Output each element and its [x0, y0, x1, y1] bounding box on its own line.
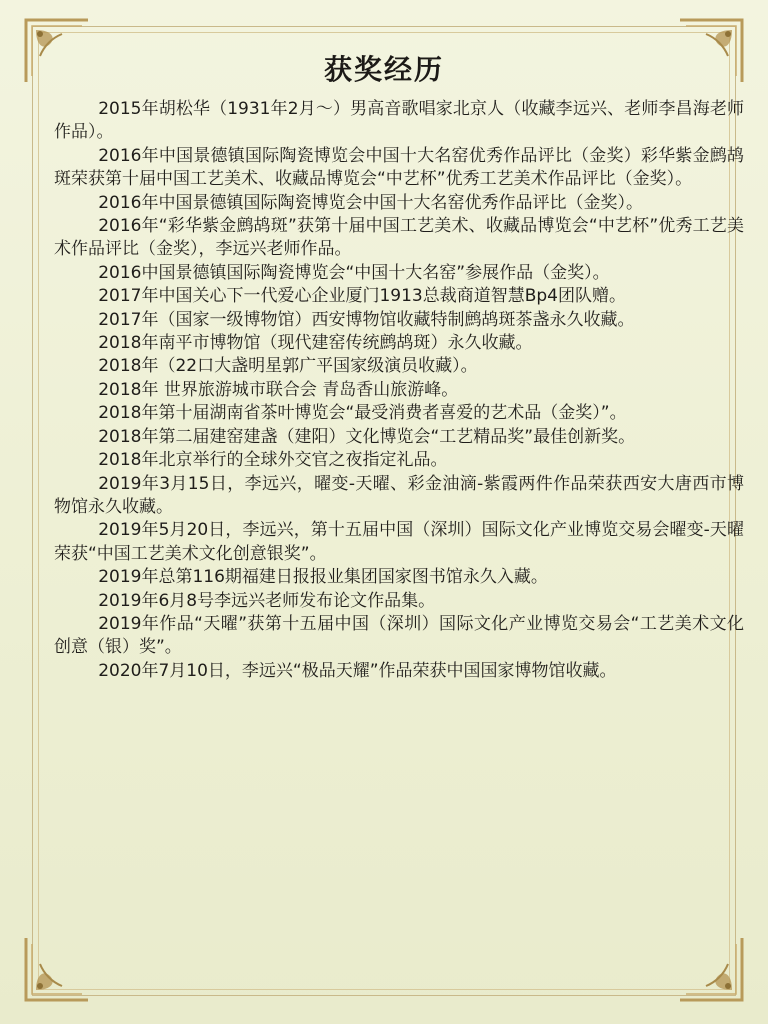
corner-ornament-icon [676, 934, 746, 1004]
award-entry: 2018年第二届建窑建盏（建阳）文化博览会“工艺精品奖”最佳创新奖。 [98, 426, 636, 447]
award-entry: 2020年7月10日，李远兴“极品天耀”作品荣获中国国家博物馆收藏。 [98, 660, 617, 681]
award-entry: 2018年第十届湖南省茶叶博览会“最受消费者喜爱的艺术品（金奖）”。 [98, 403, 627, 424]
award-entry: 2016年中国景德镇国际陶瓷博览会中国十大名窑优秀作品评比（金奖）彩华紫金鹧鸪斑荣获第十届中国工艺美术、收藏品博览会“中艺杯”优秀工艺美术作品评比（金奖）。 [54, 145, 744, 190]
award-entry: 2017年中国关心下一代爱心企业厦门1913总裁商道智慧Bp4团队赠。 [98, 286, 626, 307]
award-entry: 2016年“彩华紫金鹧鸪斑”获第十届中国工艺美术、收藏品博览会“中艺杯”优秀工艺美术作品评比（金奖），李远兴老师作品。 [54, 216, 744, 260]
page-title: 获奖经历 [323, 53, 444, 86]
award-entry: 2018年（22口大盏明星郭广平国家级演员收藏）。 [98, 356, 478, 377]
award-entry: 2019年总第116期福建日报报业集团国家图书馆永久入藏。 [98, 567, 548, 588]
award-entry: 2017年（国家一级博物馆）西安博物馆收藏特制鹧鸪斑茶盏永久收藏。 [98, 309, 635, 330]
award-entry: 2019年3月15日，李远兴，曜变-天曜、彩金油滴-紫霞两件作品荣获西安大唐西市博物馆永久收藏。 [54, 473, 744, 517]
award-entry: 2015年胡松华（1931年2月～）男高音歌唱家北京人（收藏李远兴、老师李昌海老师作品）。 [54, 99, 744, 143]
awards-list [54, 98, 744, 683]
award-entry: 2018年南平市博物馆（现代建窑传统鹧鸪斑）永久收藏。 [98, 333, 533, 354]
award-entry: 2018年北京举行的全球外交官之夜指定礼品。 [98, 450, 448, 471]
award-entry: 2018年 世界旅游城市联合会 青岛香山旅游峰。 [98, 379, 459, 400]
award-entry: 2016年中国景德镇国际陶瓷博览会中国十大名窑优秀作品评比（金奖）。 [98, 192, 643, 213]
award-entry: 2019年作品“天曜”获第十五届中国（深圳）国际文化产业博览交易会“工艺美术文化创意（银）奖”。 [54, 613, 744, 658]
award-entry: 2016中国景德镇国际陶瓷博览会“中国十大名窑”参展作品（金奖）。 [98, 262, 610, 283]
corner-ornament-icon [22, 934, 92, 1004]
award-entry: 2019年6月8号李远兴老师发布论文作品集。 [98, 590, 436, 611]
award-entry: 2019年5月20日，李远兴，第十五届中国（深圳）国际文化产业博览交易会曜变-天曜荣获“中国工艺美术文化创意银奖”。 [54, 520, 744, 564]
